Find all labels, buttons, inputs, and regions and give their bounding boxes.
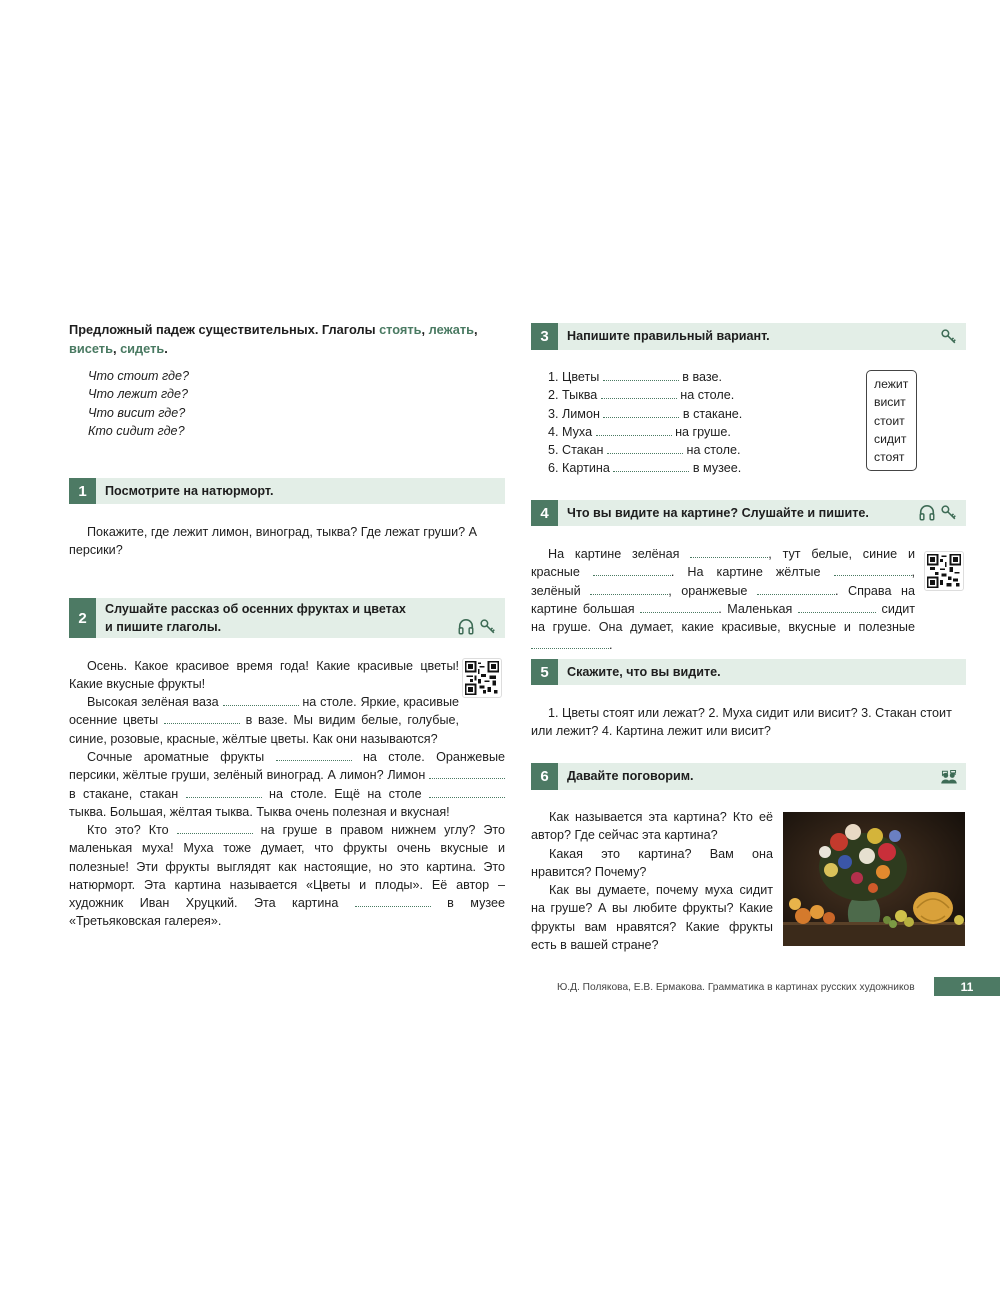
still-life-painting (783, 812, 965, 946)
task-6-paragraph: Как вы думаете, почему муха сидит на груше? А вы любите фрукты? Какие фрукты вам нравятся? Какие фрукты есть в вашей стране? (531, 883, 773, 953)
people-talk-icon[interactable] (940, 768, 958, 786)
blank-field[interactable] (186, 786, 262, 798)
task-title: Напишите правильный вариант. (567, 329, 770, 344)
word-option: сидит (874, 431, 907, 446)
list-item: 2. Тыква на столе. (548, 388, 735, 403)
task-icons (457, 618, 505, 638)
qr-code-icon[interactable] (924, 551, 964, 591)
section-heading: Предложный падеж существительных. Глаголы стоять, лежать, висеть, сидеть. (69, 322, 478, 356)
word-option: стоит (874, 413, 905, 428)
question-item: Что висит где? (88, 405, 186, 420)
blank-field[interactable] (355, 895, 431, 907)
key-icon[interactable] (940, 504, 958, 522)
blank-field[interactable] (613, 460, 689, 472)
task-3-header (531, 323, 966, 350)
task-2-header (69, 598, 505, 638)
task-1-text: Покажите, где лежит лимон, виноград, тыква? Где лежат груши? А персики? (69, 525, 478, 558)
question-item: Кто сидит где? (88, 423, 185, 438)
task-2-paragraph-2: Высокая зелёная ваза на столе. Яркие, красивые осенние цветы в вазе. Мы видим белые, голубые, синие, розовые, красные, жёлтые цветы. Как они называются? (69, 695, 460, 746)
task-2-paragraph-3: Сочные ароматные фрукты на столе. Оранжевые персики, жёлтые груши, зелёный виноград. А лимон? Лимон в стакане, стакан на столе. Ещё на столе тыква. Большая, жёлтая тыква. Тыква очень полезная и вкусная! (69, 750, 506, 819)
task-icons (918, 504, 966, 522)
blank-field[interactable] (593, 564, 671, 576)
blank-field[interactable] (531, 637, 609, 649)
blank-field[interactable] (603, 406, 679, 418)
list-item: 6. Картина в музее. (548, 461, 742, 476)
task-number: 5 (531, 659, 558, 685)
footer-credit: Ю.Д. Полякова, Е.В. Ермакова. Грамматика в картинах русских художников (557, 982, 915, 993)
question-item: Что лежит где? (88, 387, 188, 402)
list-item: 5. Стакан на столе. (548, 443, 741, 458)
task-6-text (531, 808, 773, 954)
task-number: 1 (69, 478, 96, 504)
blank-field[interactable] (596, 424, 672, 436)
task-4-text: На картине зелёная , тут белые, синие и красные . На картине жёлтые , зелёный , оранжевые . Справа на картине большая . Маленькая сидит на груше. Она думает, какие красивые, вкусные и полезные . (531, 547, 916, 653)
headphones-icon[interactable] (918, 504, 936, 522)
task-title: Скажите, что вы видите. (567, 664, 721, 679)
task-title: Что вы видите на картине? Слушайте и пишите. (567, 505, 869, 520)
task-number: 3 (531, 323, 558, 350)
blank-field[interactable] (607, 442, 683, 454)
blank-field[interactable] (429, 786, 505, 798)
task-4-header (531, 500, 966, 526)
question-list (88, 367, 189, 440)
task-1-header (69, 478, 505, 504)
blank-field[interactable] (590, 583, 668, 595)
task-2-paragraph-1: Осень. Какое красивое время года! Какие красивые цветы! Какие вкусные фрукты! (69, 659, 459, 692)
blank-field[interactable] (177, 822, 253, 834)
blank-field[interactable] (601, 387, 677, 399)
task-6-header (531, 763, 966, 790)
blank-field[interactable] (276, 749, 352, 761)
blank-field[interactable] (640, 601, 718, 613)
task-6-paragraph: Какая это картина? Вам она нравится? Почему? (531, 846, 773, 879)
list-item: 3. Лимон в стакане. (548, 406, 743, 421)
task-title: Посмотрите на натюрморт. (105, 483, 274, 498)
task-number: 2 (69, 598, 96, 638)
list-item: 4. Муха на груше. (548, 424, 731, 439)
word-option: висит (874, 395, 906, 410)
key-icon[interactable] (479, 618, 497, 636)
blank-field[interactable] (429, 767, 505, 779)
word-option: стоят (874, 450, 905, 465)
blank-field[interactable] (798, 601, 876, 613)
question-item: Что стоит где? (88, 369, 190, 383)
blank-field[interactable] (164, 712, 240, 724)
task-2-paragraph-4: Кто это? Кто на груше в правом нижнем углу? Это маленькая муха! Муха тоже думает, что фрукты очень вкусные и полезные! Эти фрукты выглядят как настоящие, но это картина. Это натюрморт. Эта картина называется «Цветы и плоды». Её автор – художник Иван Хруцкий. Эта картина в музее «Третьяковская галерея». (69, 823, 506, 929)
task-title: Давайте поговорим. (567, 769, 694, 784)
headphones-icon[interactable] (457, 618, 475, 636)
heading-text: Предложный падеж существительных. Глаголы (69, 322, 380, 337)
verb-lezhat: лежать (428, 322, 475, 337)
qr-code-icon[interactable] (462, 658, 502, 698)
word-bank (866, 370, 917, 471)
key-icon[interactable] (940, 328, 958, 346)
task-number: 6 (531, 763, 558, 790)
page-number: 11 (934, 977, 1000, 996)
task-icons (940, 768, 966, 786)
verb-sidet: сидеть (120, 341, 165, 356)
task-3-list (548, 368, 742, 478)
blank-field[interactable] (757, 583, 835, 595)
task-5-text: 1. Цветы стоят или лежат? 2. Муха сидит или висит? 3. Стакан стоит или лежит? 4. Картина лежит или висит? (531, 706, 952, 739)
blank-field[interactable] (834, 564, 912, 576)
task-number: 4 (531, 500, 558, 526)
task-icons (940, 328, 966, 346)
task-title: Слушайте рассказ об осенних фруктах и цветах и пишите глаголы. (105, 601, 406, 634)
task-5-header (531, 659, 966, 685)
verb-viset: висеть (69, 341, 113, 356)
blank-field[interactable] (603, 369, 679, 381)
blank-field[interactable] (690, 546, 768, 558)
blank-field[interactable] (223, 694, 299, 706)
word-option: лежит (874, 377, 909, 391)
list-item: 1. Цветы в вазе. (548, 370, 723, 384)
task-6-paragraph: Как называется эта картина? Кто её автор? Где сейчас эта картина? (531, 810, 773, 843)
verb-stoyat: стоять (379, 322, 422, 337)
